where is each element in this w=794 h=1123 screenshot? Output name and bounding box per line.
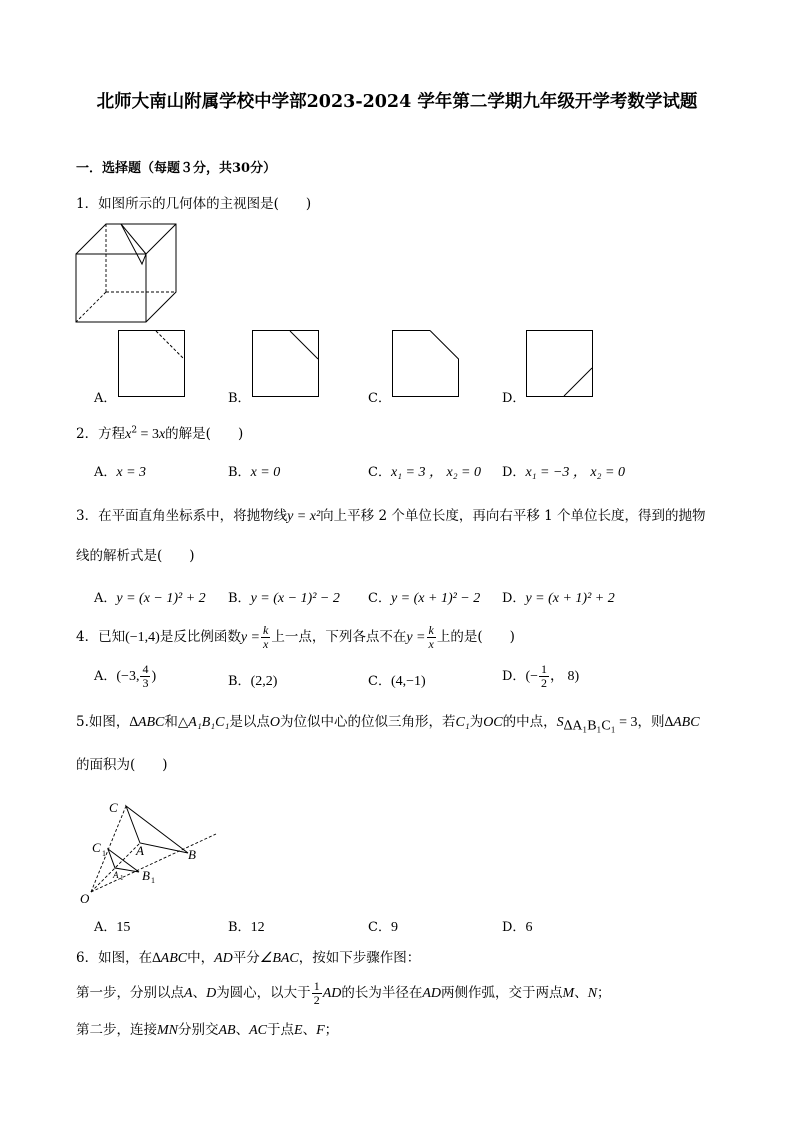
q5-option-d: D．6 xyxy=(502,920,533,935)
label-a1-subscript: 1 xyxy=(120,874,124,882)
label-o: O xyxy=(80,891,90,906)
q3-option-a: A．y = (x − 1)² + 2 xyxy=(94,591,206,606)
q5-option-c: C．9 xyxy=(368,920,398,935)
q1-option-d: D． xyxy=(502,391,526,406)
q1-option-d-figure xyxy=(526,330,593,397)
q4-option-d: D．(− $\frac{1}{2}$ ， 8) xyxy=(502,662,580,690)
q1-option-a-figure xyxy=(118,330,185,397)
label-b1: B xyxy=(142,868,150,883)
q2-option-d: D．x₁ = −3 ， x₂ = 0 xyxy=(502,465,625,480)
question-5-line-2: 的面积为( ) xyxy=(76,757,168,773)
label-b1-subscript: 1 xyxy=(151,876,155,885)
label-c1-subscript: 1 xyxy=(102,849,106,858)
q3-option-b: B．y = (x − 1)² − 2 xyxy=(228,591,340,606)
question-3-line-1: 3．在平面直角坐标系中，将抛物线y = x²向上平移 2 个单位长度，再向右平移 1 个单位长度，得到的抛物 xyxy=(76,508,706,524)
page-title: 北师大南山附属学校中学部2023-2024 学年第二学期九年级开学考数学试题 xyxy=(96,92,698,112)
q1-option-c-figure xyxy=(392,330,459,397)
question-2-text: 2．方程$x^2 = 3x$的解是( ) xyxy=(76,425,244,442)
q1-option-c: C． xyxy=(368,391,391,406)
q1-option-b: B． xyxy=(228,391,251,406)
q5-similar-triangles-figure xyxy=(76,796,221,908)
q5-option-a: A．15 xyxy=(94,920,131,935)
label-b: B xyxy=(188,847,196,862)
section-heading: 一．选择题（每题３分，共30分） xyxy=(76,161,277,176)
label-c1: C xyxy=(92,840,101,855)
question-1-text: 1．如图所示的几何体的主视图是( ) xyxy=(76,196,312,212)
question-4-text: 4．已知(−1,4)是反比例函数y = $\frac{k}{x}$ 上一点，下列各点不在y = $\frac{k}{x}$ 上的是( ) xyxy=(76,623,515,651)
q2-option-a: A．x = 3 xyxy=(94,465,147,480)
fraction-k-over-x: $\frac{k}{x}$ xyxy=(428,623,434,651)
q2-option-b: B．x = 0 xyxy=(228,465,281,480)
q3-option-c: C．y = (x + 1)² − 2 xyxy=(368,591,481,606)
label-c: C xyxy=(109,800,118,815)
q1-option-b-figure xyxy=(252,330,319,397)
fraction-k-over-x: $\frac{k}{x}$ xyxy=(263,623,269,651)
question-6-text: 6．如图，在∆ABC中，AD平分∠BAC，按如下步骤作图： xyxy=(76,950,421,966)
q5-option-b: B．12 xyxy=(228,920,265,935)
question-5-line-1: 5.如图，∆ABC和△A₁B₁C₁是以点O为位似中心的位似三角形，若C₁为OC的中点，$S_{\Delta A_1B_1C_1} = 3$，则∆ABC xyxy=(76,714,700,734)
q4-option-c: C．(4,−1) xyxy=(368,674,426,689)
q4-option-a: A．(−3, $\frac{4}{3}$ ) xyxy=(94,662,157,690)
q1-cube-figure xyxy=(74,222,184,324)
question-3-line-2: 线的解析式是( ) xyxy=(76,548,195,564)
label-a: A xyxy=(136,843,144,858)
question-6-step-1: 第一步，分别以点A、D为圆心，以大于 $\frac{1}{2}$ AD的长为半径在AD两侧作弧，交于两点M、N； xyxy=(76,979,611,1007)
q4-option-b: B．(2,2) xyxy=(228,674,278,689)
question-6-step-2: 第二步，连接MN分别交AB、AC于点E、F； xyxy=(76,1022,339,1038)
label-a1: A xyxy=(113,870,119,880)
q1-option-a: A． xyxy=(94,391,117,406)
q3-option-d: D．y = (x + 1)² + 2 xyxy=(502,591,615,606)
q2-option-c: C．x₁ = 3 ， x₂ = 0 xyxy=(368,465,482,480)
